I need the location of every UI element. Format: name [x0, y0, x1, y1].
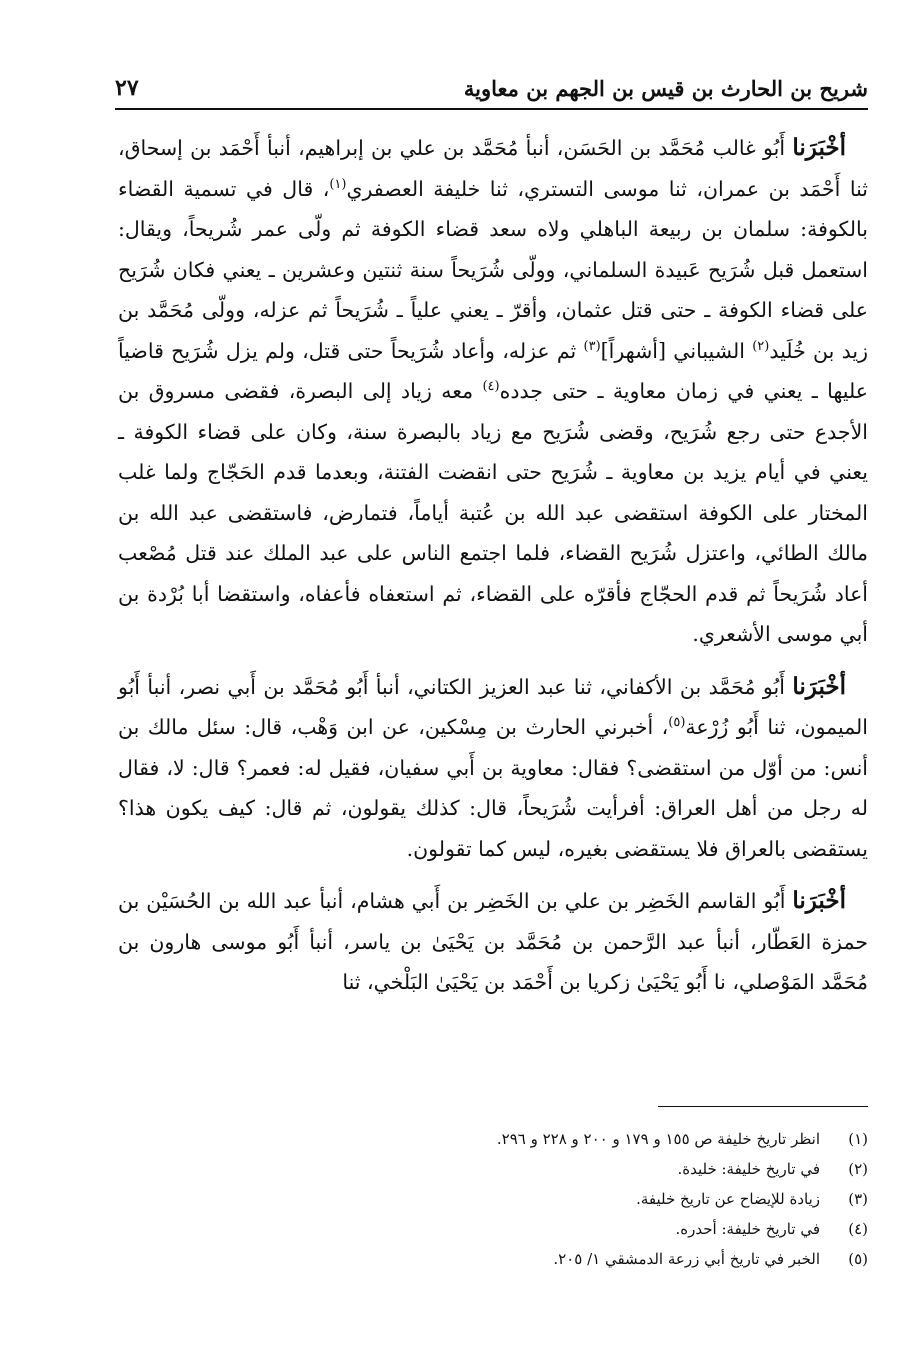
- page-header: [115, 68, 868, 110]
- paragraph-3: [118, 881, 868, 1003]
- footnote-divider: [658, 1106, 868, 1107]
- footnote-item: [118, 1124, 868, 1154]
- text-segment: أَبُو مُحَمَّد بن الأكفاني، ثنا عبد العزيز الكتاني، أنبأ أَبُو مُحَمَّد بن أَبي نصر، أنبأ أَبُو الميمون، ثنا أَبُو زُرْعة: [118, 674, 869, 739]
- text-segment: ، قال في تسمية القضاء بالكوفة: سلمان بن ربيعة الباهلي ولاه سعد قضاء الكوفة ثم ولّى عمر شُريحاً، ويقال: استعمل قبل شُرَيح عَبيدة السلماني، وولّى شُرَيحاً سنة ثنتين وعشرين ـ يعني فكان شُرَيح على قضاء الكوفة ـ حتى قتل عثمان، وأقرّ ـ يعني علياً ـ شُرَيحاً ثم عزله، وولّى مُحَمَّد بن زيد بن خُلَيد: [118, 176, 868, 363]
- paragraph-lead: أخْبَرَنا: [792, 887, 846, 914]
- footnote-text: في تاريخ خليفة: أحدره.: [675, 1220, 820, 1238]
- footnote-ref-1[interactable]: (١): [329, 176, 347, 192]
- footnote-ref-4[interactable]: (٤): [482, 379, 500, 395]
- text-segment: ، أخبرني الحارث بن مِسْكين، عن ابن وَهْب، قال: سئل مالك بن أنس: من أوّل من استقضى؟ فقال: معاوية بن أَبي سفيان، فقيل له: فعمر؟ قال: لا، فقال له رجل من أهل العراق: أفرأيت شُرَيحاً، قال: كذلك يقولون، ثم قال: كيف يكون هذا؟ يستقضى بالعراق فلا يستقضى بغيره، ليس كما تقولون.: [118, 715, 868, 861]
- footnote-item: [118, 1184, 868, 1214]
- footnote-number: (٣): [848, 1190, 868, 1208]
- footnote-number: (٢): [848, 1160, 868, 1178]
- running-title: شريح بن الحارث بن قيس بن الجهم بن معاوية: [463, 75, 868, 101]
- footnotes-list: [118, 1124, 868, 1274]
- footnote-item: [118, 1244, 868, 1274]
- page-number: ٢٧: [115, 75, 139, 101]
- text-segment: ثم عزله، وأعاد شُرَيحاً حتى قتل، ولم يزل شُرَيح قاضياً عليها ـ يعني في زمان معاوية ـ حتى جدده: [118, 338, 868, 403]
- paragraph-1: [118, 128, 868, 655]
- text-segment: أَبُو غالب مُحَمَّد بن الحَسَن، أنبأ مُحَمَّد بن علي بن إبراهيم، أنبأ أَحْمَد بن إسحاق، ثنا أَحْمَد بن عمران، ثنا موسى التستري، ثنا خليفة العصفري: [118, 136, 868, 201]
- footnote-number: (٤): [848, 1220, 868, 1238]
- footnote-text: زيادة للإيضاح عن تاريخ خليفة.: [636, 1190, 820, 1208]
- footnote-number: (١): [848, 1130, 868, 1148]
- main-text: [118, 128, 868, 1015]
- paragraph-2: [118, 667, 868, 870]
- paragraph-lead: أخْبَرَنا: [792, 672, 846, 700]
- footnote-text: الخبر في تاريخ أبي زرعة الدمشقي ١/ ٢٠٥.: [553, 1250, 820, 1268]
- text-segment: الشيباني [أشهراً]: [600, 338, 753, 363]
- footnote-number: (٥): [848, 1250, 868, 1268]
- footnote-ref-5[interactable]: (٥): [668, 715, 686, 731]
- text-segment: معه زياد إلى البصرة، فقضى مسروق بن الأجدع حتى رجع شُرَيح، وقضى شُرَيح مع زياد بالبصرة سنة، وكان على قضاء الكوفة ـ يعني في أيام يزيد بن معاوية ـ شُرَيح حتى انقضت الفتنة، وبعدما قدم الحَجّاج ولما غلب المختار على الكوفة استقضى عبد الله بن عُتبة أياماً، فتمارض، فاستقضى عبد الله بن مالك الطائي، واعتزل شُرَيح القضاء، فلما اجتمع الناس على عبد الملك عند قتل مُصْعب أعاد شُرَيحاً ثم قدم الحجّاج فأقرّه على القضاء، ثم استعفاه فأعفاه، واستقضا أبا بُرْدة بن أبي موسى الأشعري.: [118, 379, 868, 646]
- footnote-item: [118, 1154, 868, 1184]
- footnote-text: في تاريخ خليفة: خليدة.: [677, 1160, 820, 1178]
- footnote-text: انظر تاريخ خليفة ص ١٥٥ و ١٧٩ و ٢٠٠ و ٢٢٨ و ٢٩٦.: [496, 1130, 820, 1148]
- text-segment: أَبُو القاسم الخَضِر بن علي بن الخَضِر بن أَبي هشام، أنبأ عبد الله بن الحُسَيْن بن حمزة العَطّار، أنبأ عبد الرَّحمن بن مُحَمَّد بن يَحْيَىٰ بن ياسر، أنبأ أَبُو موسى هارون بن مُحَمَّد المَوْصلي، نا أَبُو يَحْيَىٰ زكريا بن أَحْمَد بن يَحْيَىٰ البَلْخي، ثنا: [118, 889, 868, 994]
- footnote-ref-2[interactable]: (٢): [752, 338, 770, 354]
- paragraph-lead: أخْبَرَنا: [792, 134, 846, 161]
- footnote-item: [118, 1214, 868, 1244]
- footnote-ref-3[interactable]: (٣): [583, 338, 601, 354]
